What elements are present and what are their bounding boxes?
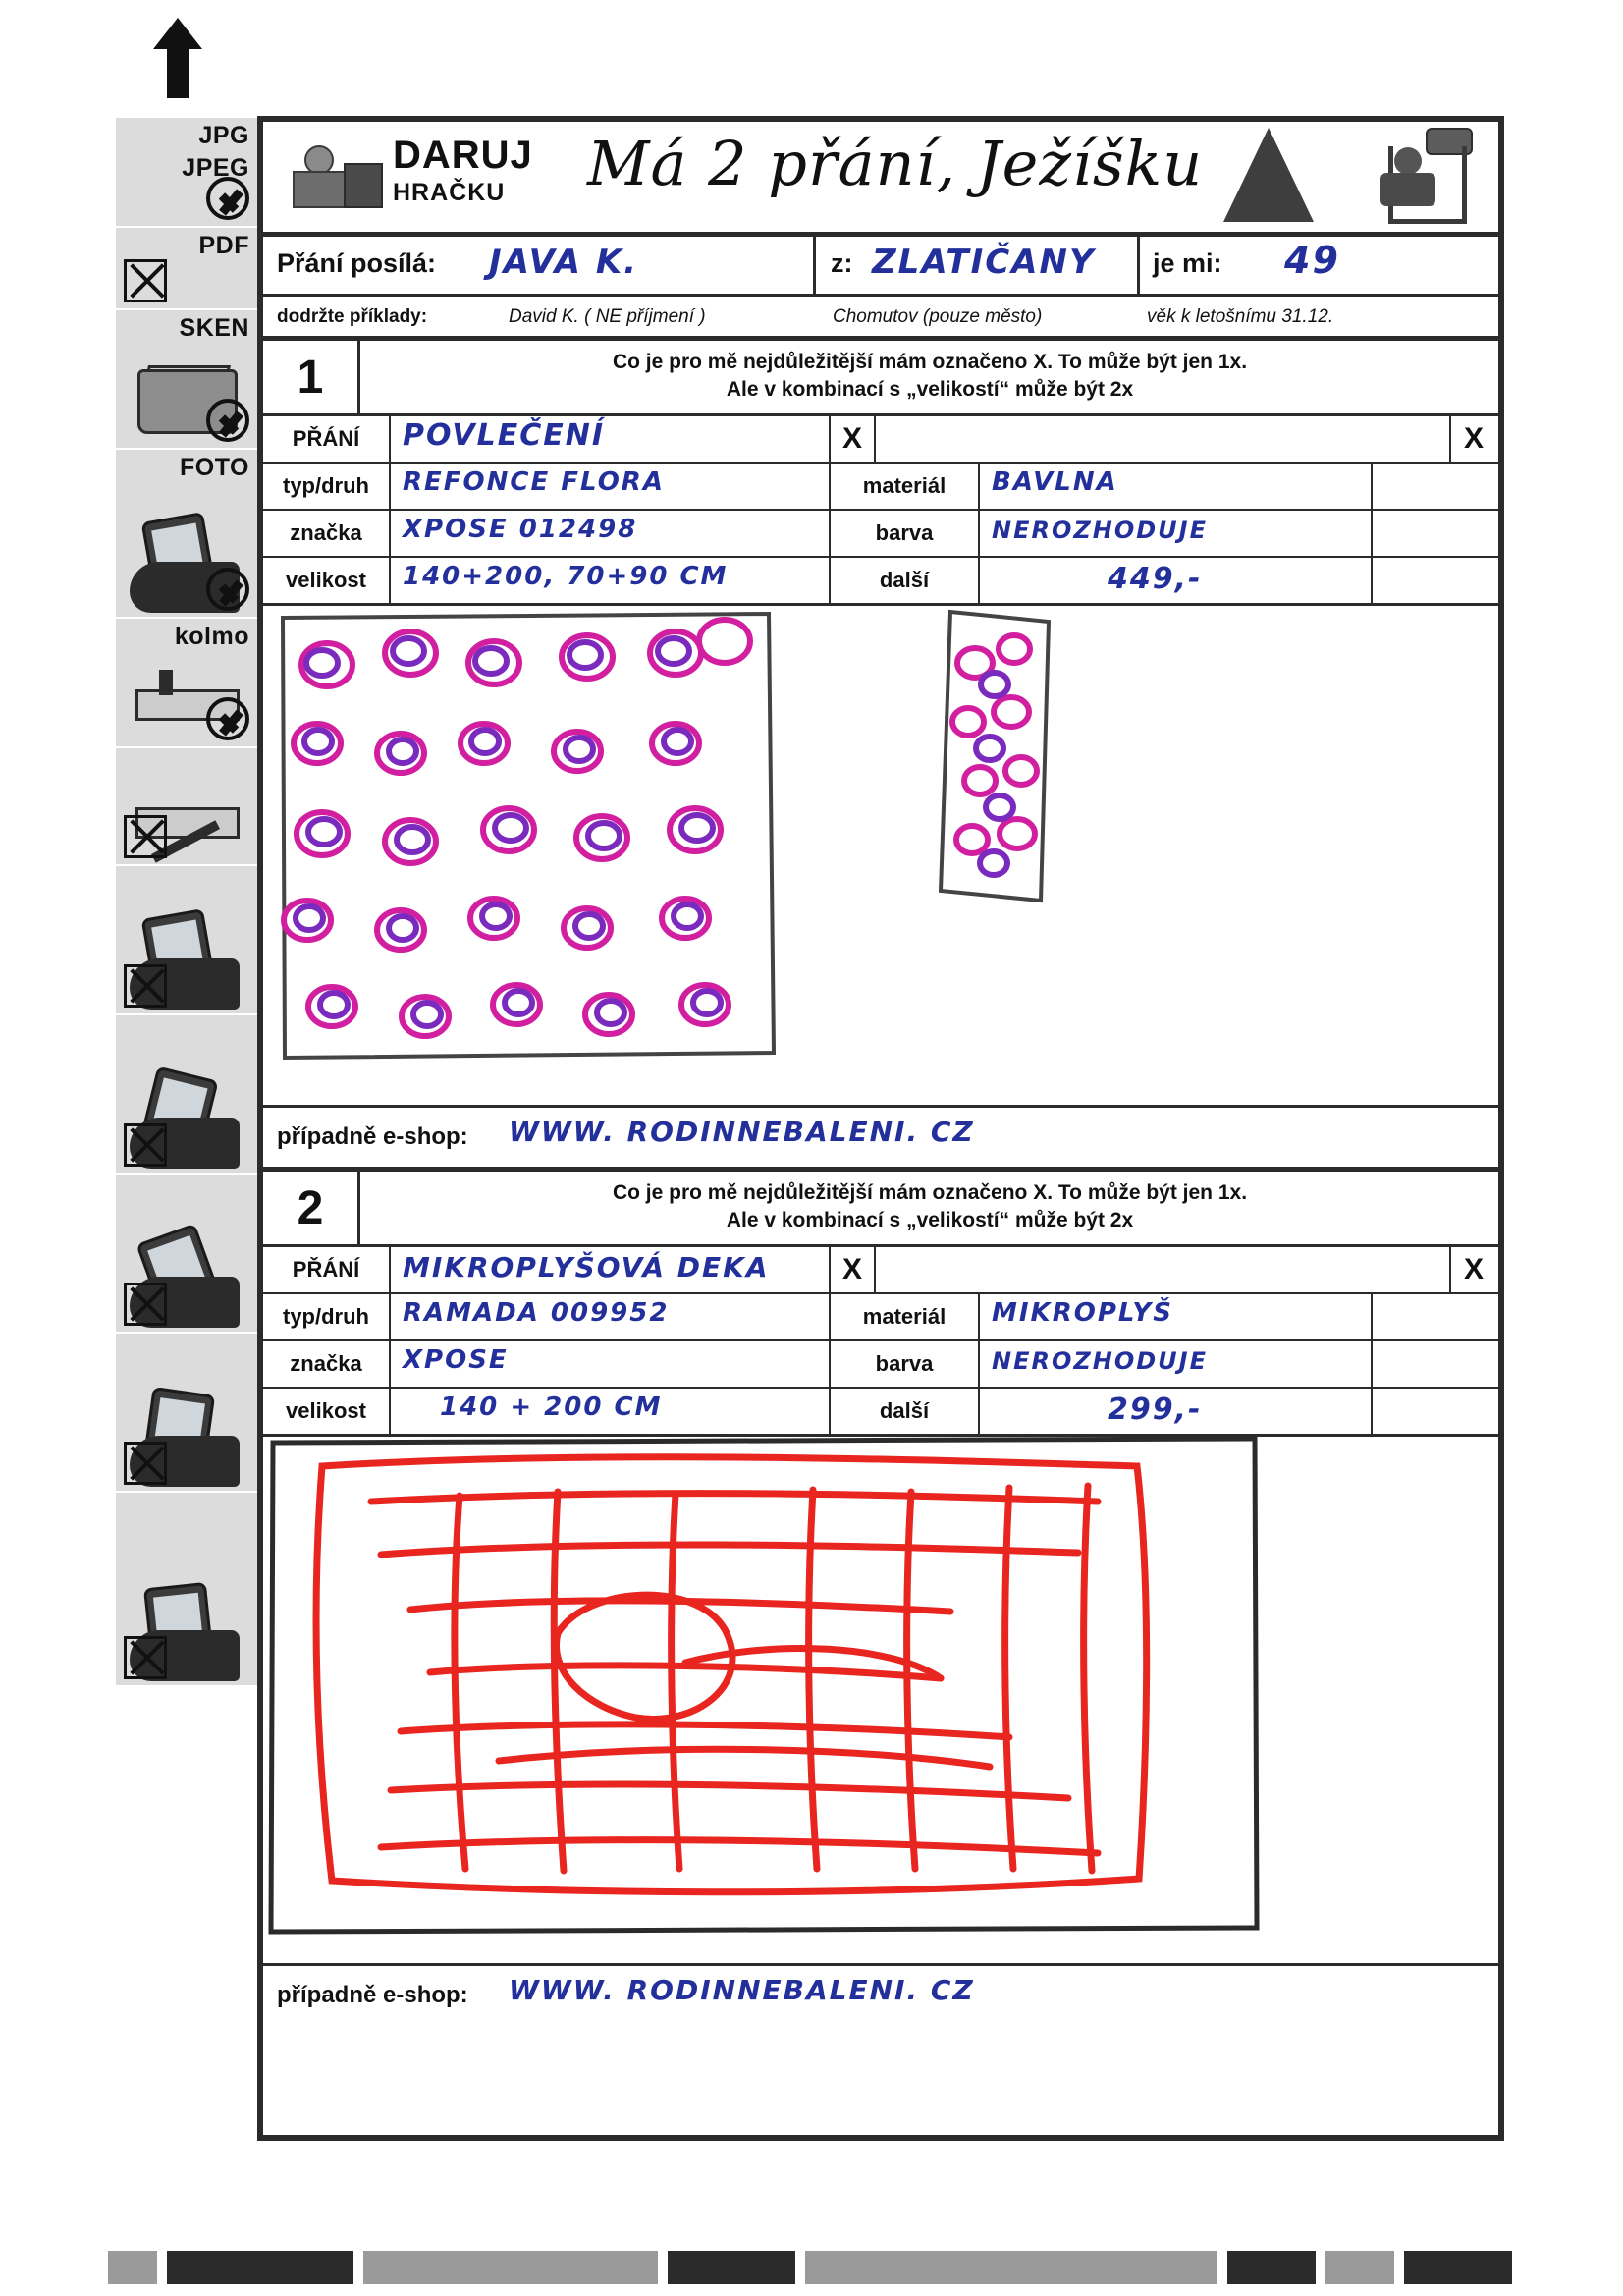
gift-toys-icon [289,134,383,208]
row-x-mark-right[interactable]: X [1463,422,1484,455]
section-1-attributes [263,416,1498,606]
instruction-line-2: Ale v kombinací s „velikostí“ může být 2x [726,1209,1134,1232]
row-value-text: MIKROPLYŠOVÁ DEKA [403,1251,770,1284]
rail-item-jpg [116,118,263,228]
row-spare-cell[interactable] [1373,1294,1498,1339]
eshop-label: případně e-shop: [277,1982,468,2008]
hint-name: David K. ( NE příjmení ) [509,306,706,327]
row-value-text: XPOSE 012498 [403,515,638,544]
row-value-right[interactable] [876,1247,1451,1292]
rail-item-kolmo [116,619,263,748]
bedding-sketch [263,606,1498,1105]
row-value-text: XPOSE [403,1345,509,1375]
child-at-desk-icon [1339,130,1477,224]
sender-name-value[interactable]: JAVA K. [489,243,639,282]
instruction-line-1: Co je pro mě nejdůležitější mám označeno X. To může být jen 1x. [612,351,1248,373]
age-label: je mi: [1153,248,1222,278]
section-1-header [263,341,1498,416]
row-label: typ/druh [263,1294,391,1339]
check-icon [206,697,249,740]
section-2-attributes [263,1247,1498,1437]
row-value-right[interactable] [980,511,1373,556]
check-icon [206,399,249,442]
row-value[interactable] [391,1294,831,1339]
row-value-right[interactable] [980,1389,1373,1434]
instruction-rail [116,118,263,2141]
hint-age: věk k letošnímu 31.12. [1147,306,1334,327]
hint-label: dodržte příklady: [277,306,428,327]
rail-item-phone-angle [116,1015,263,1175]
table-row [263,464,1498,511]
table-row [263,416,1498,464]
row-label-right: materiál [831,1294,980,1339]
cross-icon [124,964,167,1008]
row-value-right-text: NEROZHODUJE [992,1347,1208,1375]
sender-hint-row [263,297,1498,341]
rail-item-tilted-sheet [116,748,263,866]
rail-item-phone-crop [116,1334,263,1493]
section-2-header [263,1172,1498,1247]
age-value[interactable]: 49 [1284,239,1340,282]
table-row [263,558,1498,603]
city-value[interactable]: ZLATIČANY [872,243,1096,282]
table-row [263,1247,1498,1294]
check-icon [206,568,249,611]
row-label: typ/druh [263,464,391,509]
section-1-instructions [371,349,1488,405]
cross-icon [124,1442,167,1485]
page-bottom-strip [108,2251,1542,2290]
row-value-right[interactable] [980,1341,1373,1387]
rail-item-phone-shadow [116,1175,263,1334]
row-label-right: další [831,1389,980,1434]
christmas-tree-icon [1223,128,1314,222]
row-label: velikost [263,558,391,603]
table-row [263,1294,1498,1341]
row-spare-cell[interactable] [1373,1341,1498,1387]
row-label: PŘÁNÍ [263,1247,391,1292]
row-label-right: barva [831,1341,980,1387]
eshop-value[interactable]: WWW. RODINNEBALENI. CZ [509,1116,975,1148]
brand-logo [393,136,533,205]
rail-item-sken [116,310,263,450]
section-1-drawing-area[interactable] [263,606,1498,1108]
row-value-text: REFONCE FLORA [403,467,665,497]
row-value-right-text: NEROZHODUJE [992,517,1208,544]
brand-line-2: HRAČKU [393,179,506,206]
sender-label: Přání posílá: [277,248,437,278]
form-header [263,122,1498,237]
cross-icon [124,1636,167,1679]
rail-item-pdf [116,228,263,310]
table-row [263,511,1498,558]
row-label: značka [263,1341,391,1387]
row-value[interactable] [391,1341,831,1387]
section-2-eshop-row [263,1966,1498,2025]
row-value-text: 140+200, 70+90 CM [403,562,729,591]
row-label: značka [263,511,391,556]
rail-item-label: PDF [198,232,249,259]
table-row [263,1341,1498,1389]
row-value[interactable] [391,464,831,509]
rail-item-phone-far [116,1493,263,1687]
row-value-text: POVLEČENÍ [403,418,606,453]
row-value-text: RAMADA 009952 [403,1298,670,1328]
row-value-right[interactable] [876,416,1451,462]
row-value[interactable] [391,416,831,462]
instruction-line-2: Ale v kombinací s „velikostí“ může být 2x [726,378,1134,402]
row-value[interactable] [391,1247,831,1292]
cross-icon [124,259,167,302]
row-value[interactable] [391,1389,831,1434]
row-value[interactable] [391,558,831,603]
row-label-right: další [831,558,980,603]
row-spare-cell[interactable] [1373,558,1498,603]
instruction-line-1: Co je pro mě nejdůležitější mám označeno X. To může být jen 1x. [612,1181,1248,1204]
row-value-right[interactable] [980,558,1373,603]
row-value-right-text: BAVLNA [992,467,1118,497]
row-label: velikost [263,1389,391,1434]
rail-item-label: kolmo [174,623,249,650]
row-x-mark[interactable]: X [831,416,876,462]
row-value[interactable] [391,511,831,556]
city-label: z: [831,248,853,278]
row-label-right: barva [831,511,980,556]
rail-item-label: FOTO [180,454,249,481]
rail-item-label: JPG [198,122,249,149]
rail-item-foto [116,450,263,619]
row-value-text: 140 + 200 CM [440,1393,663,1422]
section-1-number: 1 [263,341,360,413]
rail-item-label-2: JPEG [182,154,249,182]
check-icon [206,177,249,220]
blanket-sketch [263,1437,1498,1963]
row-value-right-text: 299,- [1108,1393,1203,1427]
eshop-value[interactable]: WWW. RODINNEBALENI. CZ [509,1974,975,2006]
cross-icon [124,1283,167,1326]
cross-icon [124,1123,167,1167]
row-value-right-text: 449,- [1108,562,1203,596]
sender-row [263,237,1498,297]
table-row [263,1389,1498,1434]
section-2-drawing-area[interactable] [263,1437,1498,1966]
row-value-right-text: MIKROPLYŠ [992,1298,1173,1328]
row-spare-cell[interactable] [1373,464,1498,509]
row-x-mark[interactable]: X [831,1247,876,1292]
row-label: PŘÁNÍ [263,416,391,462]
section-1-eshop-row [263,1108,1498,1172]
hint-city: Chomutov (pouze město) [833,306,1043,327]
row-label-right: materiál [831,464,980,509]
rail-item-label: SKEN [179,314,249,342]
section-2-number: 2 [263,1172,360,1244]
row-spare-cell[interactable] [1373,511,1498,556]
row-value-right[interactable] [980,464,1373,509]
rail-item-phone-tilted [116,866,263,1015]
row-value-right[interactable] [980,1294,1373,1339]
brand-line-1: DARUJ [393,134,533,177]
row-x-mark-right[interactable]: X [1463,1253,1484,1285]
cross-icon [124,815,167,858]
row-spare-cell[interactable] [1373,1389,1498,1434]
eshop-label: případně e-shop: [277,1123,468,1150]
section-2-instructions [371,1179,1488,1235]
page-title: Má 2 přání, Ježíšku [587,128,1204,199]
wish-form [257,116,1504,2141]
